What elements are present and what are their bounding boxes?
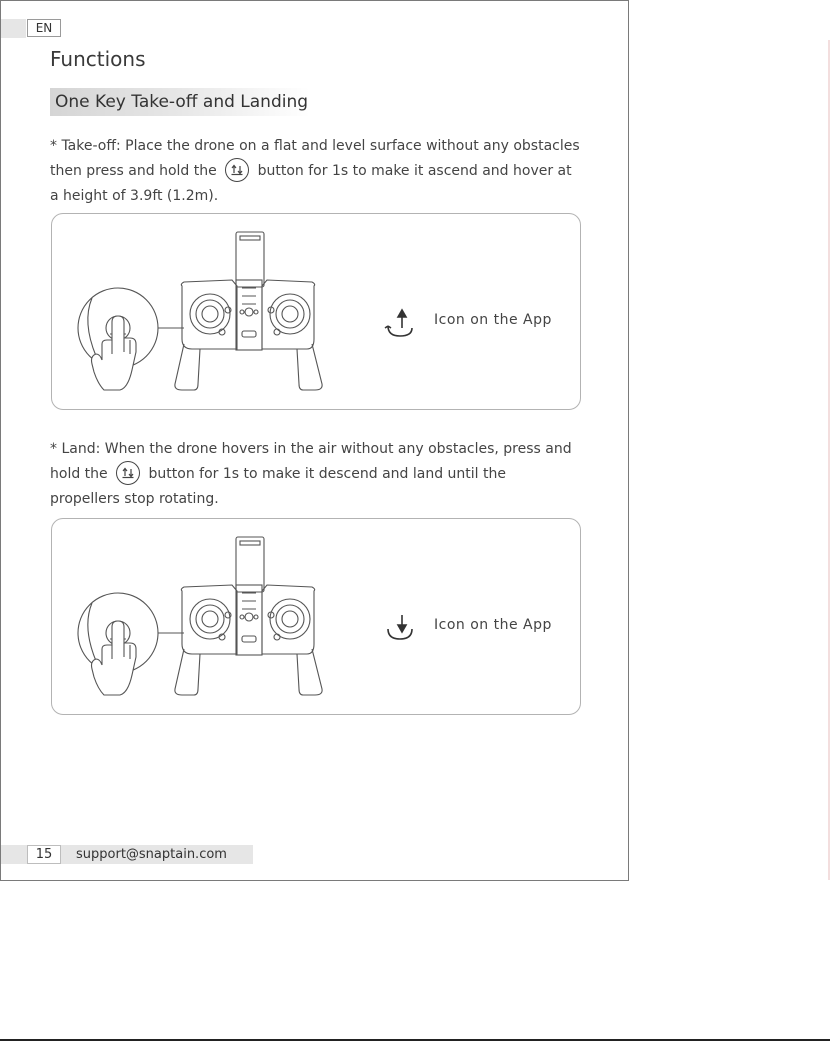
section-title: One Key Take-off and Landing xyxy=(50,88,310,116)
takeoff-paragraph xyxy=(50,134,580,209)
page-title: Functions xyxy=(50,47,146,71)
takeoff-landing-button-icon xyxy=(116,461,140,485)
support-email: support@snaptain.com xyxy=(76,847,227,862)
takeoff-illustration-panel xyxy=(51,213,581,410)
takeoff-text-before: * Take-off: Place the drone on a flat and level surface without any obstacles then press and hold the xyxy=(50,138,580,179)
takeoff-text-after: button for 1s to make it ascend and hover at a height of 3.9ft (1.2m). xyxy=(50,163,572,204)
land-paragraph xyxy=(50,437,580,512)
page-number: 15 xyxy=(27,845,61,864)
land-illustration-panel xyxy=(51,518,581,715)
land-text-after: button for 1s to make it descend and land until the propellers stop rotating. xyxy=(50,466,506,507)
takeoff-arrow-icon xyxy=(385,310,412,336)
lang-label: EN xyxy=(27,19,61,37)
land-text-before: * Land: When the drone hovers in the air without any obstacles, press and hold the xyxy=(50,441,572,482)
landing-arrow-icon xyxy=(388,615,412,639)
land-app-label: Icon on the App xyxy=(434,617,552,633)
takeoff-app-label: Icon on the App xyxy=(434,312,552,328)
takeoff-landing-button-icon xyxy=(225,158,249,182)
